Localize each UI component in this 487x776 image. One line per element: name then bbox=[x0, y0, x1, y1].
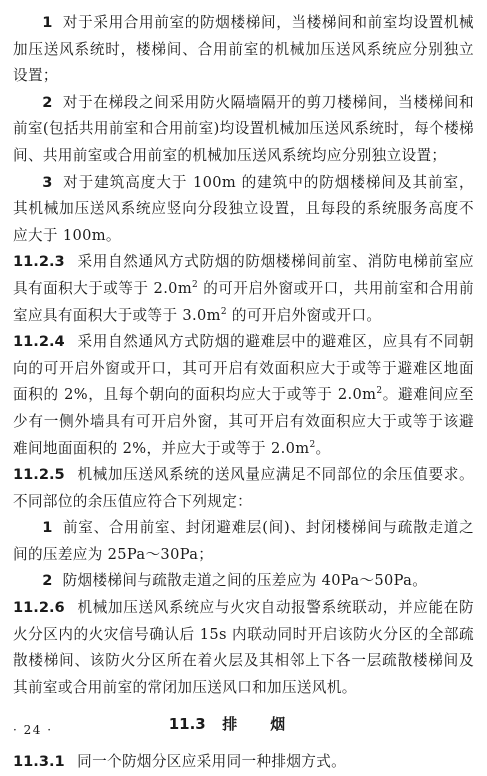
section-number: 11.3 bbox=[168, 715, 206, 734]
list-item bbox=[13, 170, 474, 250]
list-item-number: 2 bbox=[42, 93, 53, 111]
section-heading bbox=[13, 711, 474, 737]
list-item bbox=[13, 10, 474, 90]
clause-text: 同一个防烟分区应采用同一种排烟方式。 bbox=[77, 753, 347, 771]
clause-text: 机械加压送风系统应与火灾自动报警系统联动，并应能在防火分区内的火灾信号确认后 15s 内联动同时开启该防火分区的全部疏散楼梯间、该防火分区所在着火层及其相邻上下各一层疏散楼梯间及其前室或合用前室的常闭加压送风口和加压送风机。 bbox=[13, 599, 474, 696]
clause-text: 的可开启外窗或开口。 bbox=[226, 306, 382, 324]
list-item-number: 2 bbox=[42, 572, 53, 590]
clause-11-3-1 bbox=[13, 749, 474, 776]
clause-text: 。避难间应至少有一侧外墙具有可开启外窗，其可开启有效面积应大于或等于该避难间地面面积的 2%，并应大于或等于 2.0m bbox=[13, 386, 474, 457]
list-item-text: 对于采用合用前室的防烟楼梯间，当楼梯间和前室均设置机械加压送风系统时，楼梯间、合用前室的机械加压送风系统应分别独立设置； bbox=[13, 14, 474, 85]
page-number: · 24 · bbox=[13, 723, 53, 737]
clause-text: 采用自然通风方式防烟的防烟楼梯间前室、消防电梯前室应具有面积大于或等于 2.0m bbox=[13, 253, 474, 297]
clause-11-2-5 bbox=[13, 462, 474, 515]
clause-number: 11.2.4 bbox=[13, 333, 65, 351]
clause-number: 11.3.1 bbox=[13, 753, 65, 771]
list-item-text: 前室、合用前室、封闭避难层(间)、封闭楼梯间与疏散走道之间的压差应为 25Pa～30Pa； bbox=[13, 519, 474, 563]
superscript: 2 bbox=[220, 306, 227, 317]
superscript: 2 bbox=[376, 386, 383, 397]
superscript: 2 bbox=[309, 439, 316, 450]
clause-text: 采用自然通风方式防烟的避难层中的避难区，应具有不同朝向的可开启外窗或开口，其可开启有效面积应大于或等于避难区地面面积的 2%，且每个朝向的面积均应大于或等于 2.0m bbox=[13, 333, 474, 404]
list-item-number: 1 bbox=[42, 14, 53, 31]
clause-number: 11.2.6 bbox=[13, 599, 65, 617]
list-item-text: 对于在梯段之间采用防火隔墙隔开的剪刀楼梯间，当楼梯间和前室(包括共用前室和合用前室)均设置机械加压送风系统时，每个楼梯间、共用前室或合用前室的机械加压送风系统均应分别独立设置； bbox=[13, 93, 474, 164]
list-item bbox=[13, 515, 474, 568]
list-item bbox=[13, 568, 474, 595]
clause-number: 11.2.3 bbox=[13, 253, 65, 271]
clause-text: 的可开启外窗或开口，共用前室和合用前室应具有面积大于或等于 3.0m bbox=[13, 279, 475, 324]
list-item-text: 防烟楼梯间与疏散走道之间的压差应为 40Pa～50Pa。 bbox=[62, 572, 428, 590]
clause-11-2-6 bbox=[13, 595, 474, 701]
list-item-number: 3 bbox=[42, 173, 53, 191]
list-item-number: 1 bbox=[42, 519, 53, 537]
clause-number: 11.2.5 bbox=[13, 466, 65, 484]
clause-11-2-4 bbox=[13, 329, 474, 462]
list-item-text: 对于建筑高度大于 100m 的建筑中的防烟楼梯间及其前室，其机械加压送风系统应竖向分段独立设置，且每段的系统服务高度不应大于 100m。 bbox=[13, 173, 474, 244]
list-item bbox=[13, 90, 474, 170]
clause-text: 机械加压送风系统的送风量应满足不同部位的余压值要求。不同部位的余压值应符合下列规定： bbox=[13, 466, 474, 510]
clause-text: 。 bbox=[315, 439, 331, 457]
superscript: 2 bbox=[192, 280, 199, 291]
section-title: 排烟 bbox=[222, 715, 319, 734]
clause-11-2-3 bbox=[13, 249, 474, 329]
